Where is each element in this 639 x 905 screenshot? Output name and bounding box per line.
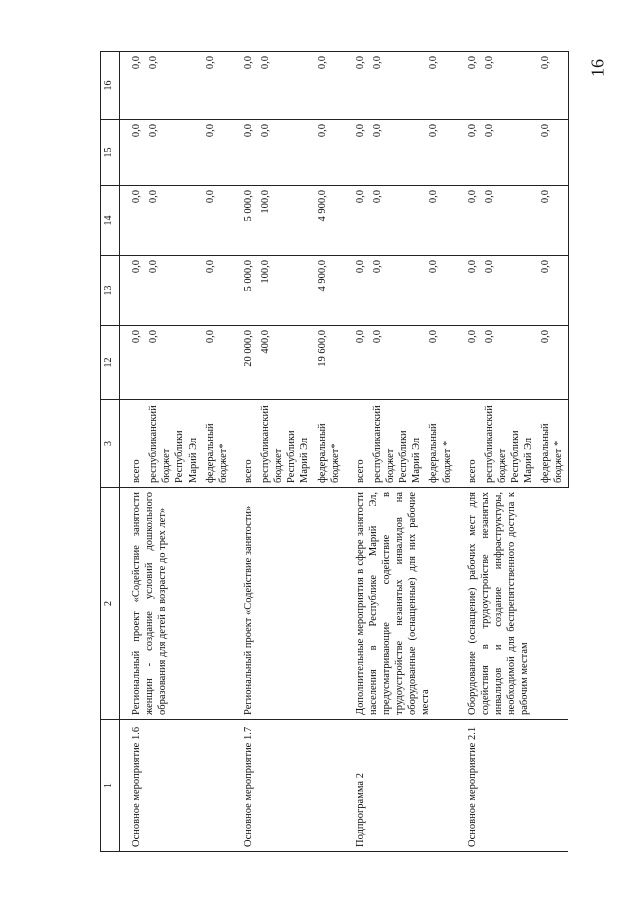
value-cell: 0,0 bbox=[120, 256, 146, 326]
row-description: Дополнительные мероприятия в сфере занятости населения в Республике Марий Эл, предусматривающие содействие в трудоустройстве незанятых инвалидов на оборудованные (оснащенные) для них рабочие места bbox=[344, 488, 456, 720]
value-cell: 0,0 bbox=[202, 52, 232, 120]
value-cell: 0,0 bbox=[314, 52, 344, 120]
funding-source: всего bbox=[344, 400, 369, 488]
rotated-table-container bbox=[100, 52, 639, 852]
value-cell: 0,0 bbox=[537, 52, 568, 120]
value-cell: 0,0 bbox=[481, 52, 538, 120]
value-cell: 0,0 bbox=[456, 52, 481, 120]
row-label: Основное мероприятие 1.6 bbox=[120, 720, 232, 852]
row-description: Региональный проект «Содействие занятости женщин - создание условий дошкольного образования для детей в возрасте до трех лет» bbox=[120, 488, 232, 720]
value-cell: 0,0 bbox=[425, 52, 455, 120]
funding-source: всего bbox=[120, 400, 146, 488]
value-cell: 0,0 bbox=[344, 256, 369, 326]
value-cell: 20 000,0 bbox=[232, 326, 257, 400]
value-cell: 19 600,0 bbox=[314, 326, 344, 400]
row-label: Основное мероприятие 2.1 bbox=[456, 720, 568, 852]
value-cell: 0,0 bbox=[120, 120, 146, 186]
table-row bbox=[232, 52, 257, 852]
value-cell: 0,0 bbox=[232, 52, 257, 120]
value-cell: 0,0 bbox=[145, 326, 202, 400]
value-cell: 0,0 bbox=[344, 52, 369, 120]
funding-source: федеральный бюджет * bbox=[537, 400, 568, 488]
value-cell: 0,0 bbox=[120, 326, 146, 400]
header-row bbox=[101, 52, 120, 852]
value-cell: 0,0 bbox=[120, 52, 146, 120]
col-header-1: 1 bbox=[101, 720, 120, 852]
col-header-16: 16 bbox=[101, 52, 120, 120]
value-cell: 0,0 bbox=[369, 186, 426, 256]
table-row bbox=[120, 52, 146, 852]
value-cell: 0,0 bbox=[344, 120, 369, 186]
funding-source: федеральный бюджет* bbox=[314, 400, 344, 488]
value-cell: 100,0 bbox=[257, 256, 314, 326]
value-cell: 0,0 bbox=[425, 186, 455, 256]
value-cell: 0,0 bbox=[257, 120, 314, 186]
funding-source: всего bbox=[232, 400, 257, 488]
funding-source: республиканский бюджет Республики Марий Эл bbox=[481, 400, 538, 488]
row-description: Региональный проект «Содействие занятости» bbox=[232, 488, 344, 720]
value-cell: 0,0 bbox=[481, 120, 538, 186]
value-cell: 0,0 bbox=[369, 52, 426, 120]
value-cell: 0,0 bbox=[202, 186, 232, 256]
funding-source: всего bbox=[456, 400, 481, 488]
funding-source: федеральный бюджет* bbox=[202, 400, 232, 488]
value-cell: 0,0 bbox=[369, 326, 426, 400]
funding-source: федеральный бюджет * bbox=[425, 400, 455, 488]
value-cell: 0,0 bbox=[232, 120, 257, 186]
value-cell: 400,0 bbox=[257, 326, 314, 400]
value-cell: 0,0 bbox=[145, 186, 202, 256]
funding-source: республиканский бюджет Республики Марий Эл bbox=[145, 400, 202, 488]
value-cell: 100,0 bbox=[257, 186, 314, 256]
value-cell: 0,0 bbox=[120, 186, 146, 256]
budget-table bbox=[100, 51, 569, 852]
value-cell: 0,0 bbox=[537, 120, 568, 186]
value-cell: 0,0 bbox=[344, 326, 369, 400]
value-cell: 0,0 bbox=[456, 326, 481, 400]
value-cell: 0,0 bbox=[456, 120, 481, 186]
value-cell: 0,0 bbox=[456, 256, 481, 326]
value-cell: 0,0 bbox=[145, 120, 202, 186]
funding-source: республиканский бюджет Республики Марий Эл bbox=[369, 400, 426, 488]
value-cell: 0,0 bbox=[456, 186, 481, 256]
value-cell: 0,0 bbox=[481, 326, 538, 400]
funding-source: республиканский бюджет Республики Марий Эл bbox=[257, 400, 314, 488]
value-cell: 0,0 bbox=[257, 52, 314, 120]
value-cell: 0,0 bbox=[425, 326, 455, 400]
value-cell: 0,0 bbox=[369, 256, 426, 326]
value-cell: 0,0 bbox=[537, 186, 568, 256]
page-number: 16 bbox=[587, 59, 608, 77]
col-header-15: 15 bbox=[101, 120, 120, 186]
table-row bbox=[456, 52, 481, 852]
value-cell: 0,0 bbox=[145, 256, 202, 326]
value-cell: 0,0 bbox=[202, 326, 232, 400]
value-cell: 0,0 bbox=[344, 186, 369, 256]
value-cell: 0,0 bbox=[425, 120, 455, 186]
value-cell: 0,0 bbox=[369, 120, 426, 186]
value-cell: 0,0 bbox=[481, 256, 538, 326]
value-cell: 4 900,0 bbox=[314, 186, 344, 256]
value-cell: 5 000,0 bbox=[232, 186, 257, 256]
value-cell: 0,0 bbox=[314, 120, 344, 186]
value-cell: 0,0 bbox=[425, 256, 455, 326]
row-label: Основное мероприятие 1.7 bbox=[232, 720, 344, 852]
value-cell: 0,0 bbox=[537, 256, 568, 326]
col-header-13: 13 bbox=[101, 256, 120, 326]
col-header-3: 3 bbox=[101, 400, 120, 488]
value-cell: 4 900,0 bbox=[314, 256, 344, 326]
row-label: Подпрограмма 2 bbox=[344, 720, 456, 852]
table-row bbox=[344, 52, 369, 852]
col-header-12: 12 bbox=[101, 326, 120, 400]
value-cell: 0,0 bbox=[537, 326, 568, 400]
value-cell: 0,0 bbox=[481, 186, 538, 256]
col-header-14: 14 bbox=[101, 186, 120, 256]
value-cell: 5 000,0 bbox=[232, 256, 257, 326]
col-header-2: 2 bbox=[101, 488, 120, 720]
value-cell: 0,0 bbox=[145, 52, 202, 120]
value-cell: 0,0 bbox=[202, 256, 232, 326]
value-cell: 0,0 bbox=[202, 120, 232, 186]
row-description: Оборудование (оснащение) рабочих мест для содействия в трудоустройстве незанятых инвалидов и создание инфраструктуры, необходимой для беспрепятственного доступа к рабочим местам bbox=[456, 488, 568, 720]
